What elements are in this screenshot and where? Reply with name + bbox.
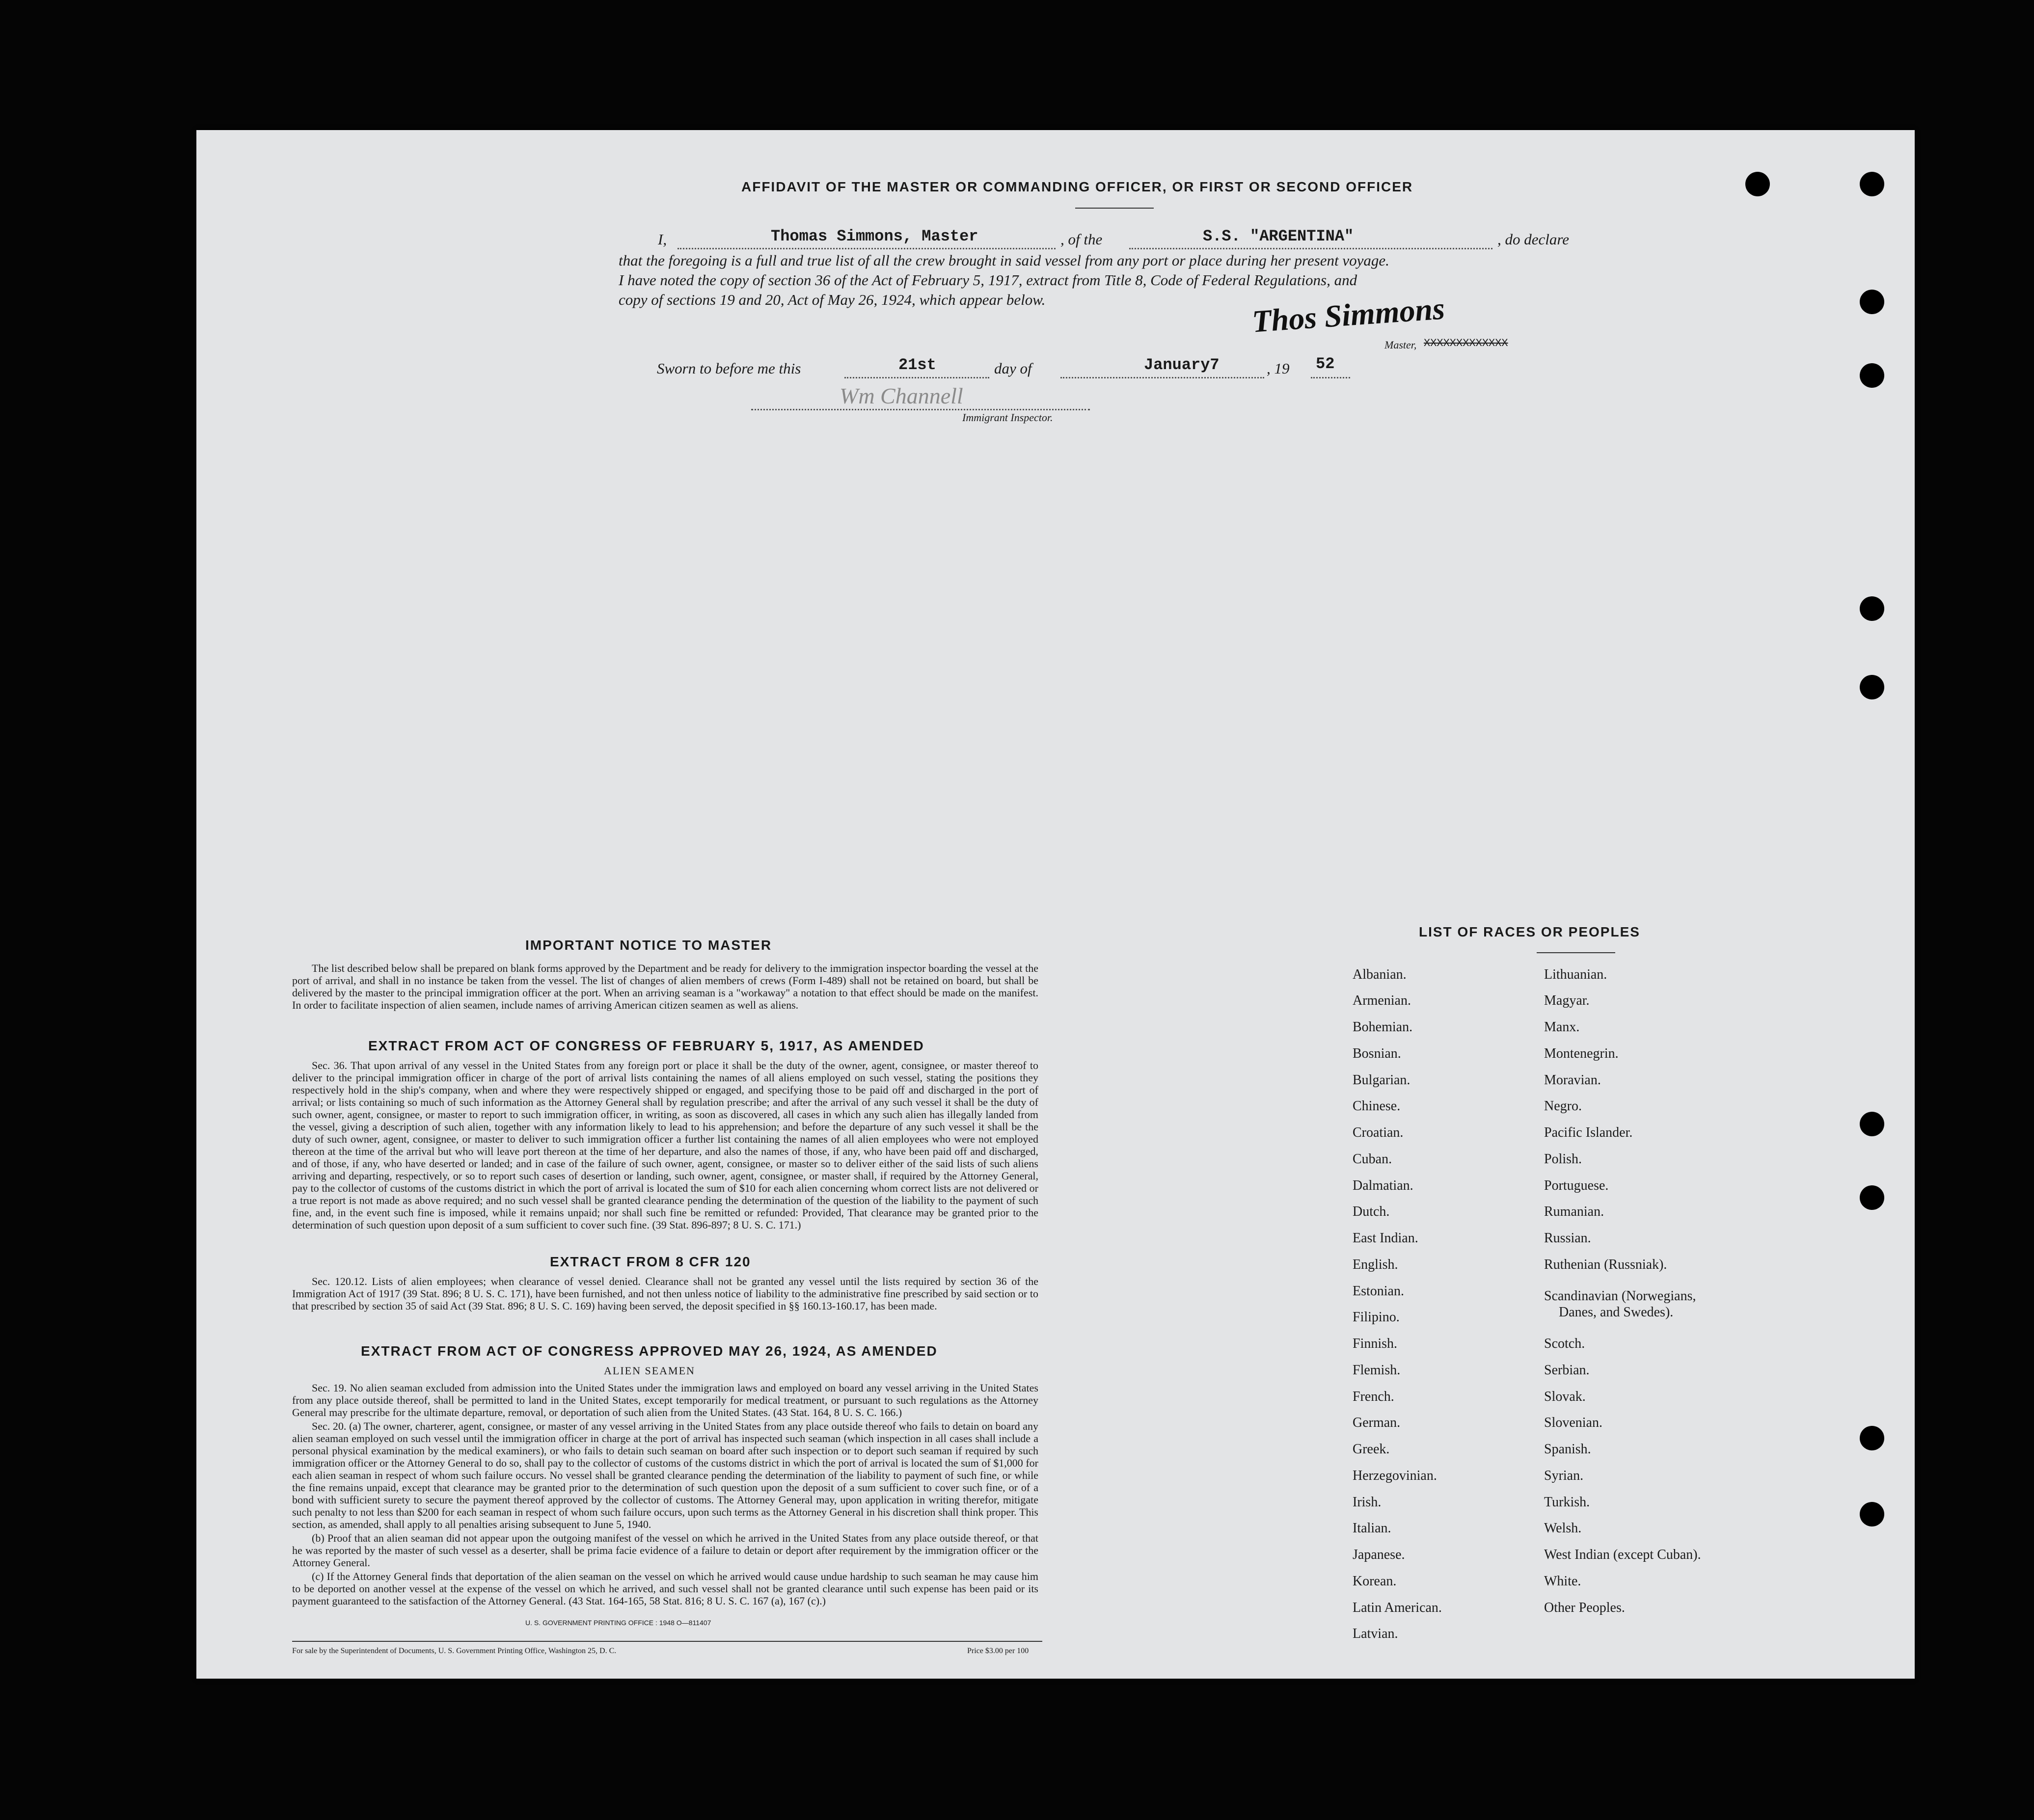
race-item: Polish. xyxy=(1544,1151,1582,1167)
affidavit-title: AFFIDAVIT OF THE MASTER OR COMMANDING OFFICER, OR FIRST OR SECOND OFFICER xyxy=(741,179,1413,194)
race-item: Manx. xyxy=(1544,1019,1580,1035)
year-prefix: , 19 xyxy=(1267,360,1290,377)
race-item: Finnish. xyxy=(1353,1336,1398,1351)
sworn-day: 21st xyxy=(898,356,936,374)
inspector-signature: Wm Channell xyxy=(840,383,963,408)
race-item: Other Peoples. xyxy=(1544,1600,1625,1615)
title-rule xyxy=(1075,208,1154,209)
sec-20c-text: (c) If the Attorney General finds that deportation of the alien seaman on the vessel on which he arrived would cause undue hardship to such seaman he may cause him to be deported on another vessel at the expense of the vessel on which he arrived, and such vessel shall not be granted clearance until such expense has been paid or its payment guaranteed to the satisfaction of the Attorney General. (43 Stat. 164-165, 58 Stat. 816; 8 U. S. C. 167 (a), 167 (c).) xyxy=(292,1570,1038,1607)
race-item: Japanese. xyxy=(1353,1547,1405,1562)
of-the-text: , of the xyxy=(1060,231,1103,248)
race-item: Greek. xyxy=(1353,1442,1390,1457)
race-item: Negro. xyxy=(1544,1098,1582,1114)
do-declare-text: , do declare xyxy=(1497,231,1570,248)
race-item: Scotch. xyxy=(1544,1336,1585,1351)
race-item: Danes, and Swedes). xyxy=(1559,1305,1674,1320)
punch-hole-icon xyxy=(1860,290,1884,314)
affidavit-line-2: that the foregoing is a full and true list of all the crew brought in said vessel from any port or place during her present voyage. xyxy=(619,252,1389,269)
race-item: Estonian. xyxy=(1353,1284,1404,1299)
race-item: Slovenian. xyxy=(1544,1415,1602,1430)
extract-1924-block xyxy=(292,1382,1038,1608)
footer-sale-text: For sale by the Superintendent of Documents, U. S. Government Printing Office, Washington 25, D. C. xyxy=(292,1647,617,1655)
race-item: Bohemian. xyxy=(1353,1019,1413,1035)
punch-hole-icon xyxy=(1860,596,1884,621)
race-item: Russian. xyxy=(1544,1231,1591,1246)
footer-rule xyxy=(292,1641,1042,1642)
master-label: Master, xyxy=(1384,339,1417,351)
gpo-imprint: U. S. GOVERNMENT PRINTING OFFICE : 1948 O—811407 xyxy=(525,1619,711,1627)
race-item: Syrian. xyxy=(1544,1468,1584,1483)
race-item: West Indian (except Cuban). xyxy=(1544,1547,1701,1562)
affidavit-line-3: I have noted the copy of section 36 of the Act of February 5, 1917, extract from Title 8, Code of Federal Regulations, and xyxy=(619,271,1357,289)
punch-hole-icon xyxy=(1860,1185,1884,1210)
vessel-name: S.S. "ARGENTINA" xyxy=(1203,227,1354,245)
race-item: Magyar. xyxy=(1544,993,1590,1008)
race-item: Ruthenian (Russniak). xyxy=(1544,1257,1667,1272)
race-item: Croatian. xyxy=(1353,1125,1404,1140)
race-item: Armenian. xyxy=(1353,993,1411,1008)
extract-1917-block xyxy=(292,1059,1038,1232)
master-signature: Thos Simmons xyxy=(1250,291,1446,339)
races-title-rule xyxy=(1537,952,1615,953)
sworn-year: 52 xyxy=(1316,355,1335,373)
sworn-text: Sworn to before me this xyxy=(657,360,801,377)
punch-hole-icon xyxy=(1860,1502,1884,1526)
punch-hole-icon xyxy=(1745,172,1770,196)
affidavit-i: I, xyxy=(658,231,667,248)
extract-1917-text: Sec. 36. That upon arrival of any vessel in the United States from any foreign port or place it shall be the duty of the owner, agent, consignee, or master thereof to deliver to the principal immigration officer in charge of the port of arrival lists containing the names of all aliens employed on such vessel, stating the positions they respectively hold in the ship's company, when and where they were respectively shipped or engaged, and specifying those to be paid off and discharged in the port of arrival; or lists containing so much of such information as the Attorney General shall by regulation prescribe; and after the arrival of any such vessel it shall be the duty of such owner, agent, consignee, or master to report to such immigration officer, in writing, as soon as discovered, all cases in which any such alien has illegally landed from the vessel, giving a description of such alien, together with any information likely to lead to his apprehension; and before the departure of any such vessel it shall be the duty of such owner, agent, consignee, or master to deliver to such immigration officer a further list containing the names of all alien employees who were not employed thereon at the time of the arrival but who will leave port thereon at the time of her departure, and also the names of those, if any, who have been paid off and discharged, and of those, if any, who have deserted or landed; and in case of the failure of such owner, agent, consignee, or master so to deliver either of the said lists of such aliens arriving and departing, respectively, or so to report such cases of desertion or landing, such owner, agent, consignee, or master shall, if required by the Attorney General, pay to the collector of customs of the customs district in which the port of arrival is located the sum of $10 for each alien concerning whom correct lists are not delivered or a true report is not made as above required; and no such vessel shall be granted clearance pending the determination of the question of the liability to the payment of such fine, and, in the event such fine is imposed, while it remains unpaid; nor shall such fine be remitted or refunded: Provided, That clearance may be granted prior to the determination of such question upon deposit of a sum sufficient to cover such fine. (39 Stat. 896-897; 8 U. S. C. 171.) xyxy=(292,1059,1038,1231)
sec-20a-text: Sec. 20. (a) The owner, charterer, agent, consignee, or master of any vessel arriving in the United States from any place outside thereof who fails to detain on board any alien seaman employed on such vessel until the immigration officer in charge at the port of arrival has inspected such seaman (which inspection in all cases shall include a personal physical examination by the medical examiners), or who fails to detain such seaman on board after such inspection or to deport such seaman if required by such immigration officer or the Attorney General to do so, shall pay to the collector of customs of the customs district in which the port of arrival is located the sum of $1,000 for each alien seaman in respect of whom such failure occurs. No vessel shall be granted clearance pending the determination of the liability to payment of such fine, or while the fine remains unpaid, except that clearance may be granted prior to the determination of such question upon the deposit of a sum sufficient to cover such fine, or of a bond with sufficient surety to secure the payment thereof approved by the collector of customs. The Attorney General may, upon application in writing therefor, mitigate such penalty to not less than $200 for each seaman in respect of whom such failure occurs, upon such terms as the Attorney General in his discretion shall think proper. This section, as amended, shall apply to all penalties arising subsequent to June 5, 1940. xyxy=(292,1420,1038,1530)
race-item: Lithuanian. xyxy=(1544,967,1607,982)
notice-text-block xyxy=(292,962,1038,1013)
race-item: Korean. xyxy=(1353,1574,1397,1589)
sec-19-text: Sec. 19. No alien seaman excluded from admission into the United States under the immigration laws and employed on board any vessel arriving in the United States from any place outside thereof, shall be permitted to land in the United States, except temporarily for medical treatment, or pursuant to such regulations as the Attorney General may prescribe for the ultimate departure, removal, or deportation of such alien from the United States. (43 Stat. 164, 8 U. S. C. 166.) xyxy=(292,1382,1038,1419)
race-item: Welsh. xyxy=(1544,1521,1582,1536)
race-item: East Indian. xyxy=(1353,1231,1418,1246)
extract-1917-title: EXTRACT FROM ACT OF CONGRESS OF FEBRUARY 5, 1917, AS AMENDED xyxy=(368,1038,924,1053)
alien-seamen-subtitle: ALIEN SEAMEN xyxy=(604,1365,695,1377)
race-item: Filipino. xyxy=(1353,1310,1400,1325)
race-item: Italian. xyxy=(1353,1521,1391,1536)
extract-cfr-text: Sec. 120.12. Lists of alien employees; when clearance of vessel denied. Clearance shall not be granted any vessel until the lists required by section 36 of the Immigration Act of 1917 (39 Stat. 896; 8 U. S. C. 171), have been furnished, and not then unless notice of liability to the administrative fine prescribed by said section or to that prescribed by section 35 of said Act (39 Stat. 896; 8 U. S. C. 169) having been served, the deposit specified in §§ 160.13-160.17, has been made. xyxy=(292,1275,1038,1312)
race-item: Latin American. xyxy=(1353,1600,1442,1615)
punch-hole-icon xyxy=(1860,363,1884,388)
race-item: Slovak. xyxy=(1544,1389,1586,1404)
race-item: Montenegrin. xyxy=(1544,1046,1619,1061)
master-struck-text: XXXXXXXXXXXXX xyxy=(1424,337,1508,349)
race-item: Dutch. xyxy=(1353,1204,1390,1219)
race-item: Chinese. xyxy=(1353,1098,1401,1114)
race-item: Turkish. xyxy=(1544,1495,1590,1510)
race-item: German. xyxy=(1353,1415,1401,1430)
affidavit-line-4: copy of sections 19 and 20, Act of May 26, 1924, which appear below. xyxy=(619,291,1046,308)
punch-hole-icon xyxy=(1860,1426,1884,1450)
race-item: Bulgarian. xyxy=(1353,1072,1410,1088)
race-item: Pacific Islander. xyxy=(1544,1125,1633,1140)
extract-cfr-title: EXTRACT FROM 8 CFR 120 xyxy=(550,1254,751,1269)
race-item: Flemish. xyxy=(1353,1363,1401,1378)
race-item: Scandinavian (Norwegians, xyxy=(1544,1288,1696,1304)
extract-cfr-block xyxy=(292,1275,1038,1313)
day-of-text: day of xyxy=(994,360,1032,377)
race-item: Irish. xyxy=(1353,1495,1382,1510)
race-item: Latvian. xyxy=(1353,1626,1398,1641)
notice-text: The list described below shall be prepared on blank forms approved by the Department and be ready for delivery to the immigration inspector boarding the vessel at the port of arrival, and shall in no instance be taken from the vessel. The list of changes of alien members of crews (Form I-489) shall not be retained on board, but shall be delivered by the master to the principal immigration officer at the port. When an arriving seaman is a "workaway" a notation to that effect should be made on the manifest. In order to facilitate inspection of alien seamen, include names of arriving American citizen seamen as well as aliens. xyxy=(292,962,1038,1011)
race-item: Moravian. xyxy=(1544,1072,1601,1088)
race-item: French. xyxy=(1353,1389,1394,1404)
race-item: Portuguese. xyxy=(1544,1178,1609,1193)
race-item: Dalmatian. xyxy=(1353,1178,1413,1193)
master-name: Thomas Simmons, Master xyxy=(771,227,978,245)
race-item: Rumanian. xyxy=(1544,1204,1604,1219)
sec-20b-text: (b) Proof that an alien seaman did not appear upon the outgoing manifest of the vessel on which he arrived in the United States from any place outside thereof, or that he was reported by the master of such vessel as a deserter, shall be prima facie evidence of a failure to detain or deport after requirement by the immigration officer or the Attorney General. xyxy=(292,1532,1038,1569)
extract-1924-title: EXTRACT FROM ACT OF CONGRESS APPROVED MAY 26, 1924, AS AMENDED xyxy=(361,1343,938,1359)
punch-hole-icon xyxy=(1860,675,1884,699)
race-item: Herzegovinian. xyxy=(1353,1468,1437,1483)
race-item: Serbian. xyxy=(1544,1363,1590,1378)
race-item: Albanian. xyxy=(1353,967,1407,982)
race-item: Spanish. xyxy=(1544,1442,1591,1457)
race-item: Cuban. xyxy=(1353,1151,1392,1167)
sworn-month: January7 xyxy=(1144,356,1220,374)
notice-title: IMPORTANT NOTICE TO MASTER xyxy=(525,937,772,953)
punch-hole-icon xyxy=(1860,172,1884,196)
races-title: LIST OF RACES OR PEOPLES xyxy=(1419,924,1640,939)
race-item: English. xyxy=(1353,1257,1398,1272)
punch-hole-icon xyxy=(1860,1112,1884,1136)
footer-price: Price $3.00 per 100 xyxy=(967,1647,1029,1655)
race-item: Bosnian. xyxy=(1353,1046,1401,1061)
inspector-label: Immigrant Inspector. xyxy=(962,411,1053,424)
race-item: White. xyxy=(1544,1574,1581,1589)
document-page xyxy=(196,130,1915,1679)
